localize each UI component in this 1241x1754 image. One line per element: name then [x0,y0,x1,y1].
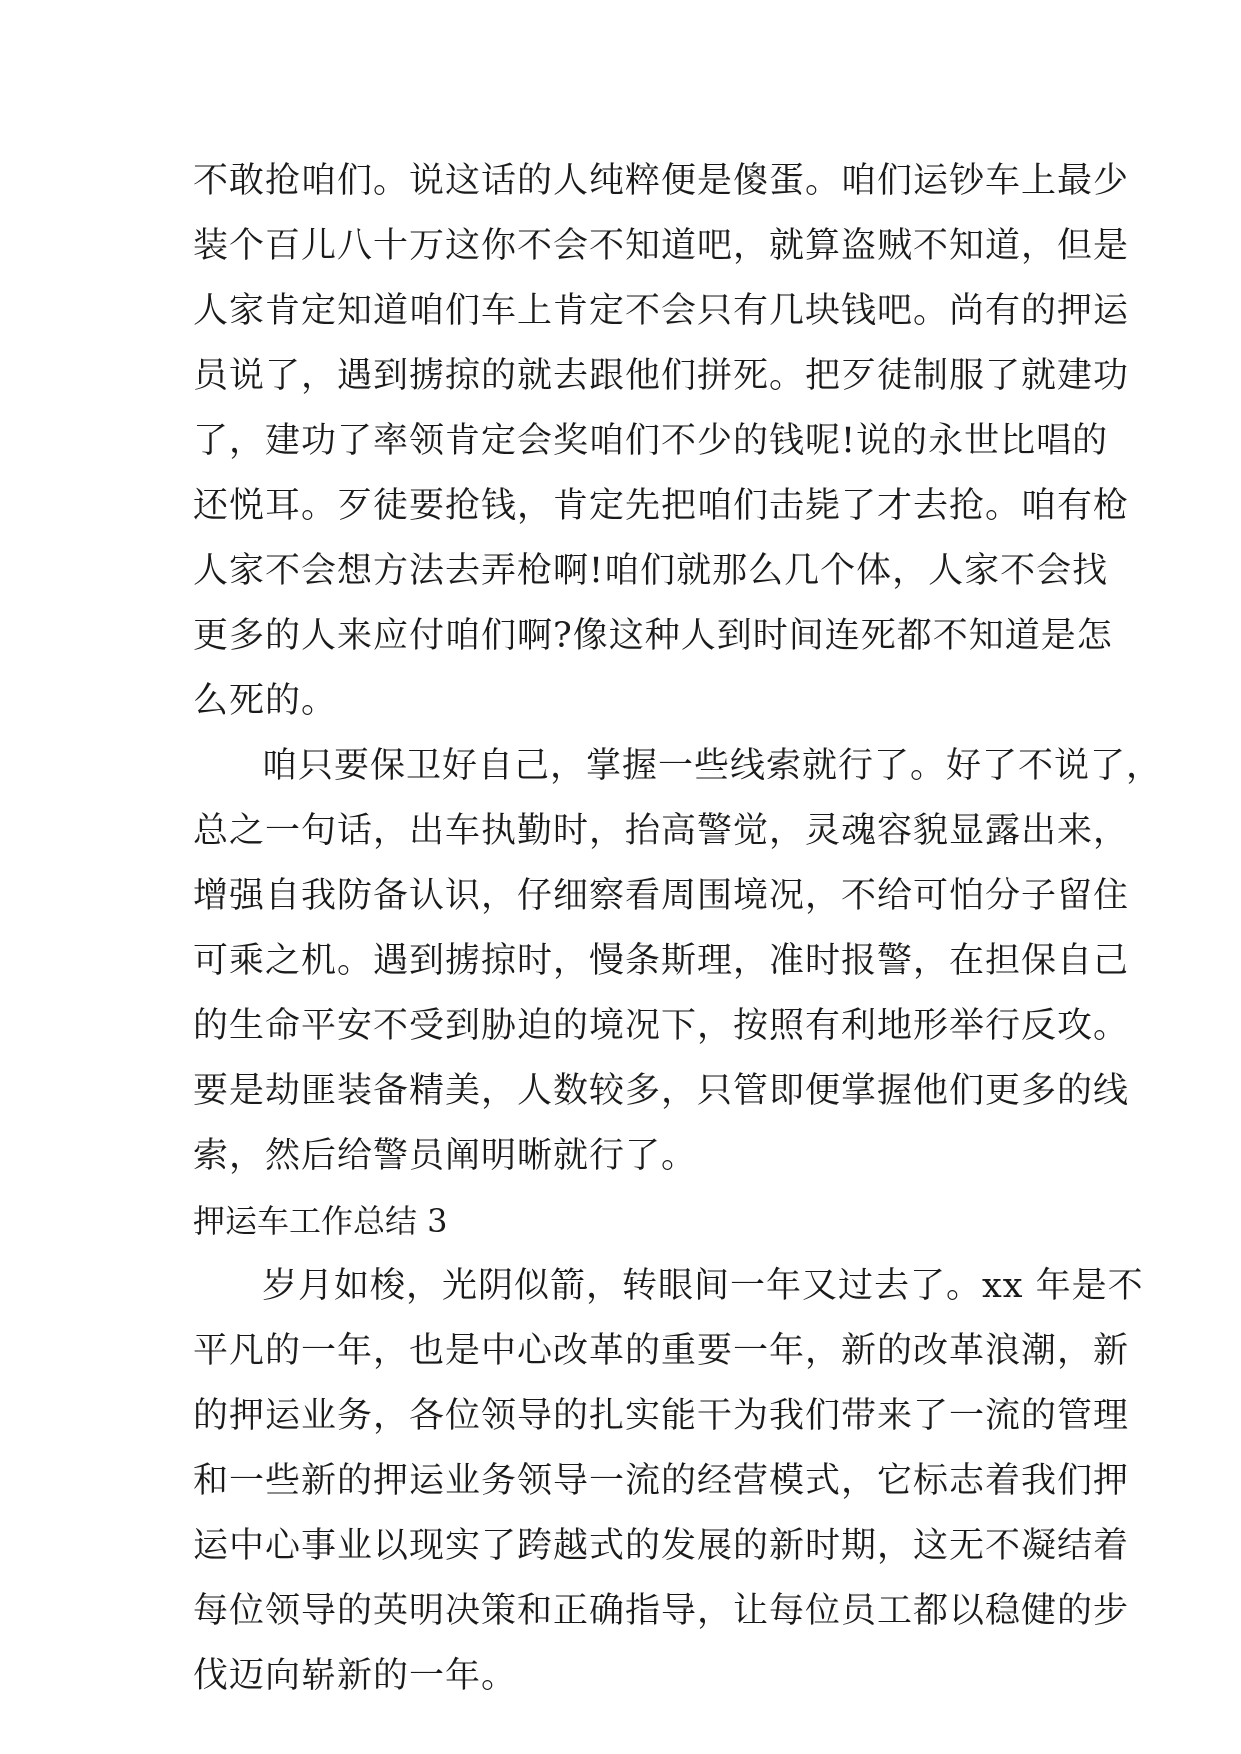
text-line: 平凡的一年，也是中心改革的重要一年，新的改革浪潮，新 [193,1331,1130,1371]
text-line: 伐迈向崭新的一年。 [193,1656,518,1696]
text-line: 岁月如梭，光阴似箭，转眼间一年又过去了。xx 年是不 [262,1266,1144,1306]
text-line: 员说了，遇到掳掠的就去跟他们拼死。把歹徒制服了就建功 [193,356,1130,396]
text-line: 增强自我防备认识，仔细察看周围境况，不给可怕分子留住 [193,876,1130,916]
text-line: 么死的。 [193,681,338,721]
text-line: 装个百儿八十万这你不会不知道吧，就算盗贼不知道，但是 [193,226,1130,266]
text-line: 咱只要保卫好自己，掌握一些线索就行了。好了不说了， [262,746,1163,786]
text-line: 更多的人来应付咱们啊?像这种人到时间连死都不知道是怎 [193,616,1113,656]
text-line: 的押运业务，各位领导的扎实能干为我们带来了一流的管理 [193,1396,1130,1436]
text-line: 索，然后给警员阐明晰就行了。 [193,1136,698,1176]
text-line: 不敢抢咱们。说这话的人纯粹便是傻蛋。咱们运钞车上最少 [193,161,1130,201]
text-line: 和一些新的押运业务领导一流的经营模式，它标志着我们押 [193,1461,1130,1501]
text-line: 人家不会想方法去弄枪啊!咱们就那么几个体，人家不会找 [193,551,1109,591]
text-line: 可乘之机。遇到掳掠时，慢条斯理，准时报警，在担保自己 [193,941,1130,981]
text-line: 运中心事业以现实了跨越式的发展的新时期，这无不凝结着 [193,1526,1130,1566]
text-line: 人家肯定知道咱们车上肯定不会只有几块钱吧。尚有的押运 [193,291,1130,331]
text-line: 了，建功了率领肯定会奖咱们不少的钱呢!说的永世比唱的 [193,421,1109,461]
text-line: 还悦耳。歹徒要抢钱，肯定先把咱们击毙了才去抢。咱有枪 [193,486,1130,526]
section-heading: 押运车工作总结 3 [193,1202,448,1240]
text-line: 的生命平安不受到胁迫的境况下，按照有利地形举行反攻。 [193,1006,1130,1046]
text-line: 要是劫匪装备精美，人数较多，只管即便掌握他们更多的线 [193,1071,1130,1111]
text-line: 每位领导的英明决策和正确指导，让每位员工都以稳健的步 [193,1591,1130,1631]
text-line: 总之一句话，出车执勤时，抬高警觉，灵魂容貌显露出来， [193,811,1130,851]
